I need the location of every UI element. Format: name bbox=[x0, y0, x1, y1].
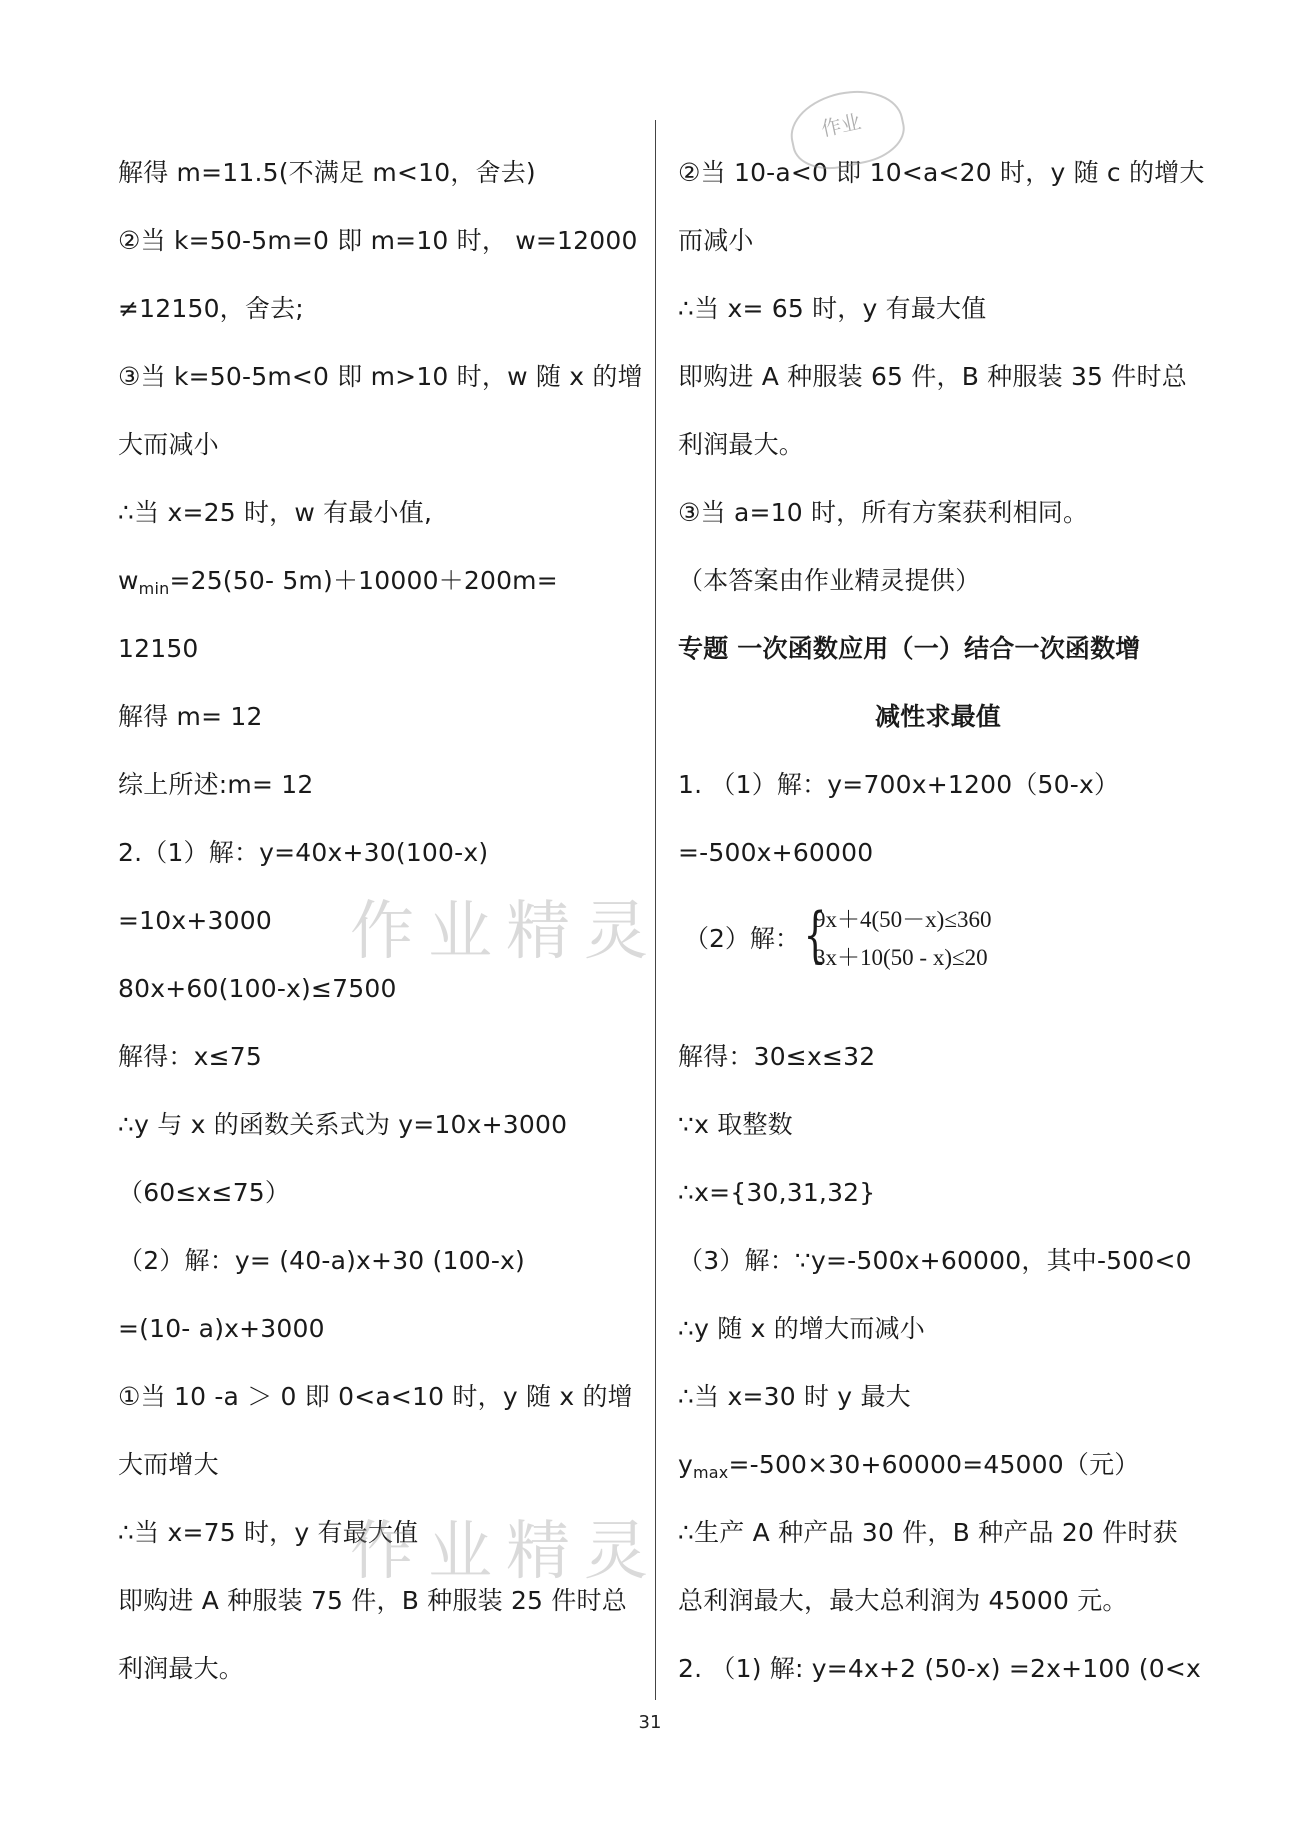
text-line: 1. （1）解：y=700x+1200（50-x） bbox=[678, 770, 1120, 799]
text-line: ∵x 取整数 bbox=[678, 1110, 793, 1139]
stamp-logo: 作业 bbox=[784, 81, 911, 177]
text-line: 总利润最大，最大总利润为 45000 元。 bbox=[678, 1586, 1128, 1615]
text-line: 利润最大。 bbox=[678, 430, 805, 459]
watermark: 作业精灵 bbox=[350, 1515, 662, 1589]
wmin-line: $w_{min}=25(50-$ 5m)＋10000＋200m= bbox=[118, 566, 558, 598]
text-line: ①当 10 -a ＞ 0 即 0<a<10 时，y 随 x 的增 bbox=[118, 1382, 633, 1411]
text-line: =10x+3000 bbox=[118, 906, 272, 935]
watermark: 作业精灵 bbox=[350, 895, 662, 969]
text-line: 即购进 A 种服装 65 件，B 种服装 35 件时总 bbox=[678, 362, 1187, 391]
text-line: 解得：x≤75 bbox=[118, 1042, 262, 1071]
text-line: 即购进 A 种服装 75 件，B 种服装 25 件时总 bbox=[118, 1586, 627, 1615]
text-line: =(10- a)x+3000 bbox=[118, 1314, 325, 1343]
text-line: （60≤x≤75） bbox=[118, 1178, 291, 1207]
inequality-1: 9x＋4(50－x)≤360 bbox=[814, 907, 992, 932]
text-line: 解得 m= 12 bbox=[118, 702, 263, 731]
left-brace-icon: { bbox=[803, 900, 827, 970]
text-line: （2）解：y= (40-a)x+30 (100-x) bbox=[118, 1246, 525, 1275]
system-label: （2）解： bbox=[684, 924, 800, 953]
text-line: ②当 k=50-5m=0 即 m=10 时， w=12000 bbox=[118, 226, 638, 255]
text-line: （本答案由作业精灵提供） bbox=[678, 566, 981, 595]
ymax-line: $y_{max}=-500\times 30+60000=45000$（元） bbox=[678, 1450, 1140, 1482]
text-line: ∴当 x=75 时，y 有最大值 bbox=[118, 1518, 419, 1547]
text-line: （3）解：∵y=-500x+60000，其中-500<0 bbox=[678, 1246, 1192, 1275]
text-line: 解得：30≤x≤32 bbox=[678, 1042, 876, 1071]
section-heading: 专题 一次函数应用（一）结合一次函数增 bbox=[678, 634, 1141, 663]
text-line: 综上所述:m= 12 bbox=[118, 770, 314, 799]
text-line: 2.（1）解：y=40x+30(100-x) bbox=[118, 838, 489, 867]
section-heading-cont: 减性求最值 bbox=[874, 702, 1001, 731]
text-line: 80x+60(100-x)≤7500 bbox=[118, 974, 397, 1003]
text-line: 2. （1) 解: y=4x+2 (50-x) =2x+100 (0<x bbox=[678, 1654, 1201, 1683]
text-line: ∴当 x=30 时 y 最大 bbox=[678, 1382, 911, 1411]
text-line: ②当 10-a<0 即 10<a<20 时，y 随 c 的增大 bbox=[678, 158, 1205, 187]
text-line: ∴当 x= 65 时，y 有最大值 bbox=[678, 294, 987, 323]
text-line: ③当 k=50-5m<0 即 m>10 时，w 随 x 的增 bbox=[118, 362, 643, 391]
text-line: ∴y 与 x 的函数关系式为 y=10x+3000 bbox=[118, 1110, 568, 1139]
text-line: ≠12150，舍去; bbox=[118, 294, 304, 323]
text-line: 而减小 bbox=[678, 226, 754, 255]
text-line: =-500x+60000 bbox=[678, 838, 874, 867]
text-line: ∴y 随 x 的增大而减小 bbox=[678, 1314, 925, 1343]
text-line: 解得 m=11.5(不满足 m<10，舍去) bbox=[118, 158, 536, 187]
text-line: ∴当 x=25 时，w 有最小值, bbox=[118, 498, 433, 527]
text-line: 利润最大。 bbox=[118, 1654, 245, 1683]
text-line: ③当 a=10 时，所有方案获利相同。 bbox=[678, 498, 1089, 527]
text-line: ∴生产 A 种产品 30 件，B 种产品 20 件时获 bbox=[678, 1518, 1178, 1547]
inequality-2: 3x＋10(50 - x)≤20 bbox=[814, 945, 988, 970]
text-line: 12150 bbox=[118, 634, 199, 663]
text-line: ∴x={30,31,32} bbox=[678, 1178, 876, 1207]
page-number: 31 bbox=[638, 1712, 662, 1733]
text-line: 大而增大 bbox=[118, 1450, 219, 1479]
text-line: 大而减小 bbox=[118, 430, 219, 459]
